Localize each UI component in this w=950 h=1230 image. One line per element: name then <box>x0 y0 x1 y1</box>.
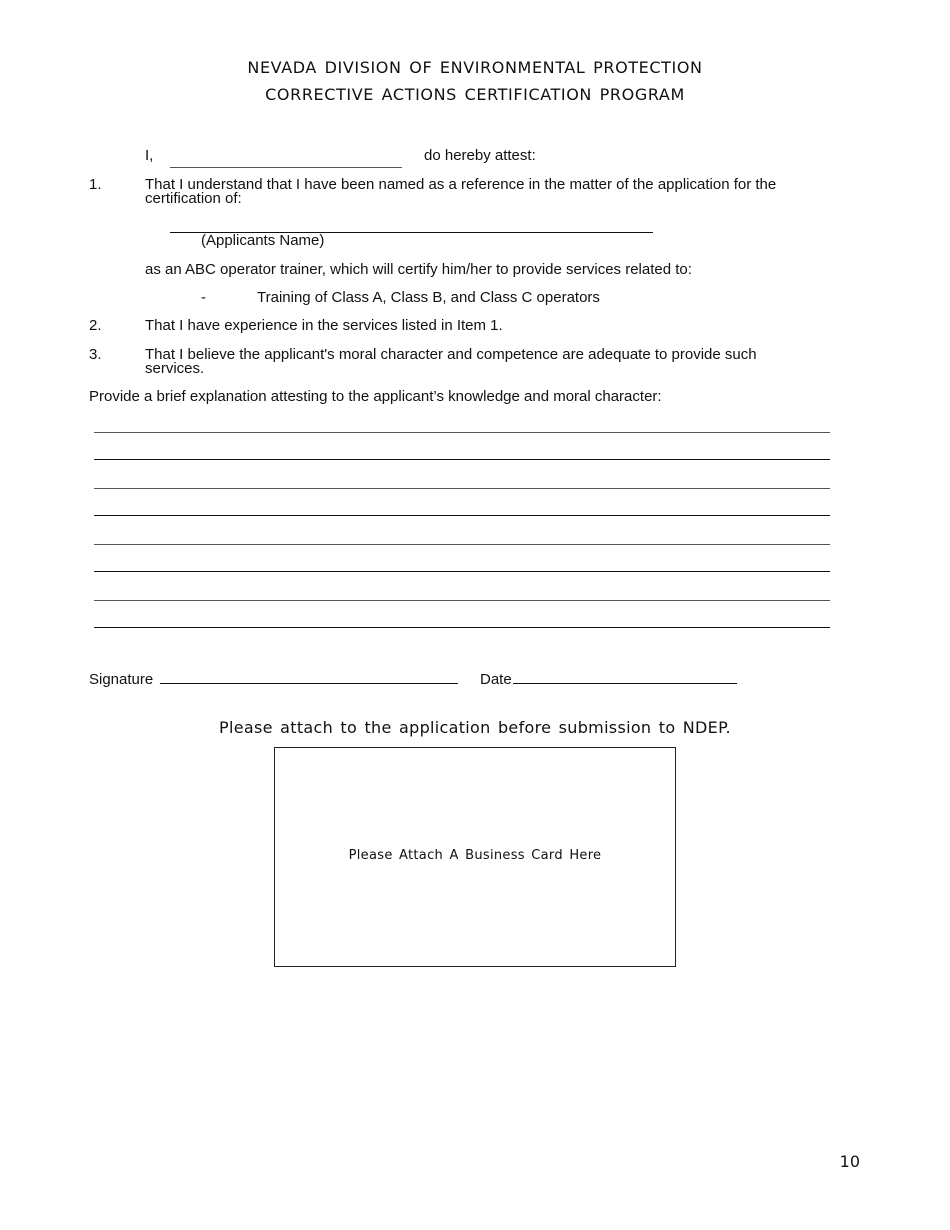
explanation-line[interactable] <box>94 571 830 572</box>
attest-suffix: do hereby attest: <box>424 147 536 164</box>
item-2-number: 2. <box>89 317 102 334</box>
attach-instruction: Please attach to the application before submission to NDEP. <box>219 718 731 737</box>
item-3-number: 3. <box>89 346 102 363</box>
business-card-box <box>274 747 676 967</box>
form-title-line-1: NEVADA DIVISION OF ENVIRONMENTAL PROTECTION <box>247 58 703 77</box>
service-item: Training of Class A, Class B, and Class C operators <box>257 289 600 306</box>
explanation-prompt: Provide a brief explanation attesting to the applicant’s knowledge and moral character: <box>89 388 662 405</box>
explanation-line[interactable] <box>94 515 830 516</box>
explanation-line[interactable] <box>94 600 830 601</box>
explanation-line[interactable] <box>94 544 830 545</box>
attester-name-field[interactable] <box>170 167 402 168</box>
explanation-line[interactable] <box>94 432 830 433</box>
date-label: Date <box>480 671 512 688</box>
page-number: 10 <box>839 1152 860 1171</box>
applicant-name-label: (Applicants Name) <box>201 232 325 249</box>
item-1-number: 1. <box>89 176 102 193</box>
date-field[interactable] <box>513 683 737 684</box>
attest-prefix: I, <box>145 147 154 164</box>
item-2-text: That I have experience in the services listed in Item 1. <box>145 317 503 334</box>
explanation-line[interactable] <box>94 488 830 489</box>
business-card-label: Please Attach A Business Card Here <box>348 848 602 863</box>
item-1-text: That I understand that I have been named as a reference in the matter of the application for the certification of: <box>145 176 777 207</box>
operator-trainer-text: as an ABC operator trainer, which will certify him/her to provide services related to: <box>145 261 692 278</box>
service-bullet: - <box>201 289 206 306</box>
signature-label: Signature <box>89 671 154 688</box>
form-title-line-2: CORRECTIVE ACTIONS CERTIFICATION PROGRAM <box>265 85 685 104</box>
item-3-text: That I believe the applicant's moral character and competence are adequate to provide such services. <box>145 346 757 377</box>
signature-field[interactable] <box>160 683 458 684</box>
explanation-line[interactable] <box>94 627 830 628</box>
explanation-line[interactable] <box>94 459 830 460</box>
